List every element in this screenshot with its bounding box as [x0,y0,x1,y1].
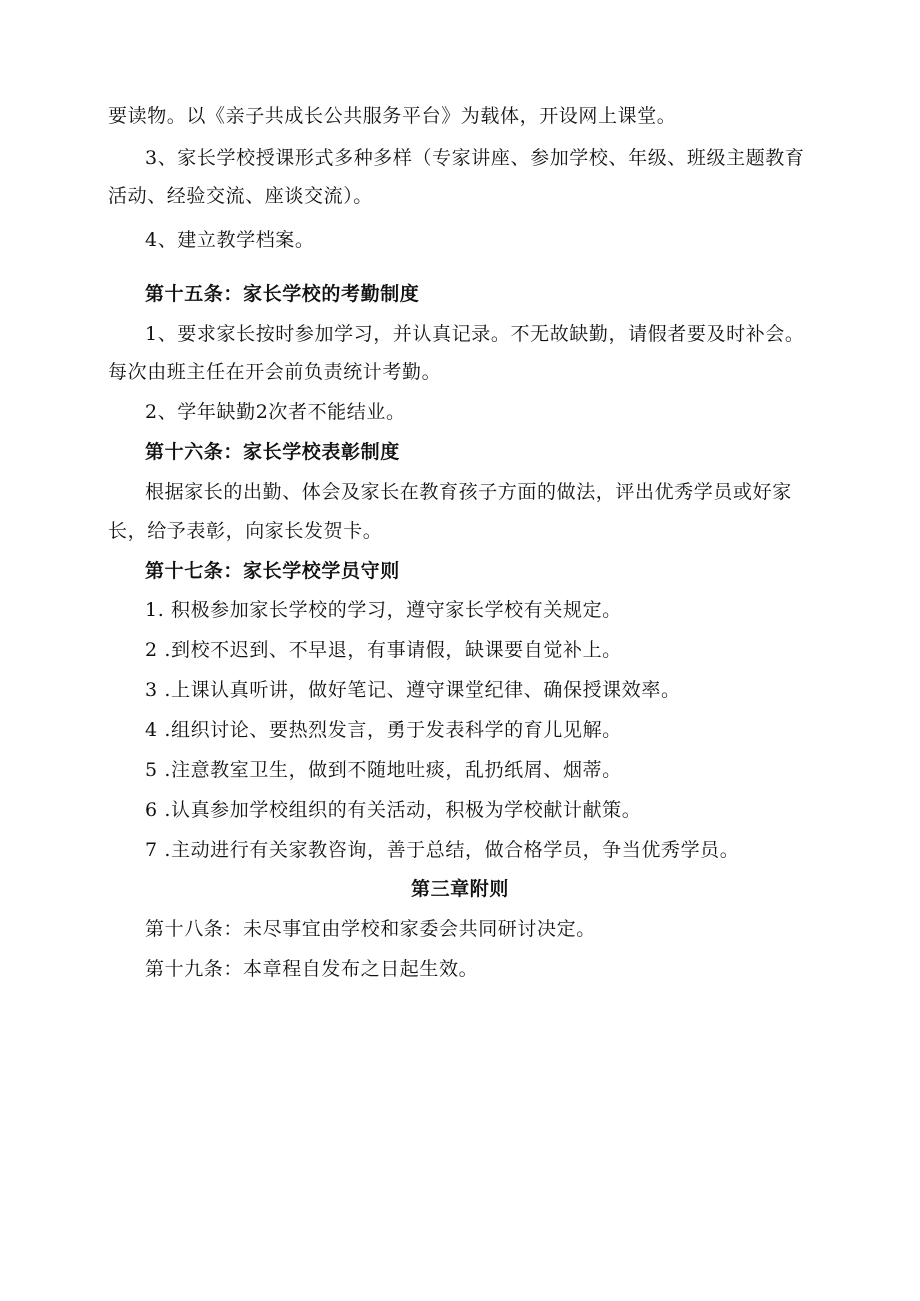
rule-item: 5 .注意教室卫生，做到不随地吐痰，乱扔纸屑、烟蒂。 [145,759,622,781]
paragraph: 4、建立教学档案。 [145,229,315,251]
rule-item: 3 .上课认真听讲，做好笔记、遵守课堂纪律、确保授课效率。 [145,679,681,701]
paragraph-line: 3、家长学校授课形式多种多样（专家讲座、参加学校、年级、班级主题教育 [145,147,805,169]
article-18: 第十八条：未尽事宜由学校和家委会共同研讨决定。 [145,918,596,940]
article-15-heading: 第十五条：家长学校的考勤制度 [145,283,420,305]
rule-item: 1. 积极参加家长学校的学习，遵守家长学校有关规定。 [145,599,622,621]
chapter-3-heading: 第三章附则 [410,878,509,900]
rule-item: 4 .组织讨论、要热烈发言，勇于发表科学的育儿见解。 [145,719,622,741]
article-16-heading: 第十六条：家长学校表彰制度 [145,441,400,463]
article-17-heading: 第十七条：家长学校学员守则 [145,560,400,582]
rule-item: 6 .认真参加学校组织的有关活动，积极为学校献计献策。 [145,799,642,821]
paragraph: 2、学年缺勤2次者不能结业。 [145,401,406,423]
paragraph-line: 1、要求家长按时参加学习，并认真记录。不无故缺勤，请假者要及时补会。 [145,323,805,345]
article-19: 第十九条：本章程自发布之日起生效。 [145,958,479,980]
paragraph-line: 每次由班主任在开会前负责统计考勤。 [108,361,442,383]
rule-item: 2 .到校不迟到、不早退，有事请假，缺课要自觉补上。 [145,639,622,661]
paragraph-line: 长，给予表彰，向家长发贺卡。 [108,520,383,542]
rule-item: 7 .主动进行有关家教咨询，善于总结，做合格学员，争当优秀学员。 [145,839,740,861]
paragraph-continuation: 要读物。以《亲子共成长公共服务平台》为载体，开设网上课堂。 [108,105,677,127]
paragraph-line: 根据家长的出勤、体会及家长在教育孩子方面的做法，评出优秀学员或好家 [145,481,792,503]
paragraph-line: 活动、经验交流、座谈交流）。 [108,185,373,207]
